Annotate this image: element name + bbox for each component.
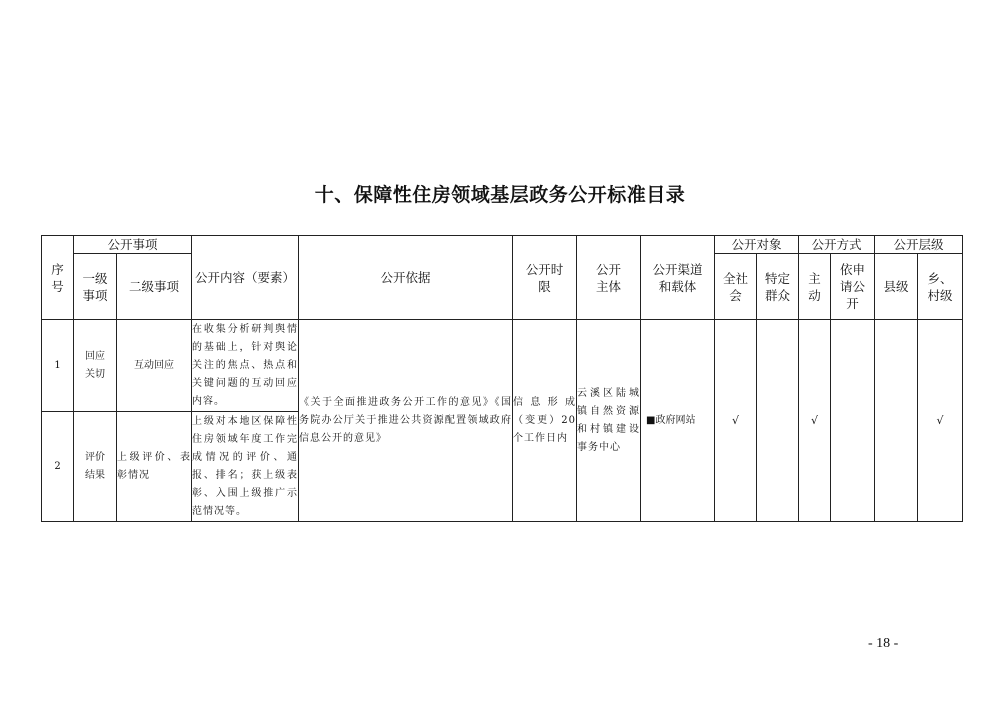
cell-level-county bbox=[875, 320, 918, 522]
header-level2: 二级事项 bbox=[117, 254, 192, 320]
header-level-county: 县级 bbox=[875, 254, 918, 320]
row-content: 上级对本地区保障性住房领域年度工作完成情况的评价、通报、排名；获上级表彰、入围上级推广示范情况等。 bbox=[192, 412, 299, 522]
cell-subject: 云溪区陆城镇自然资源和村镇建设事务中心 bbox=[577, 320, 641, 522]
header-level1: 一级事项 bbox=[74, 254, 117, 320]
page-title: 十、保障性住房领域基层政务公开标准目录 bbox=[314, 184, 686, 206]
header-target-group: 公开对象 bbox=[715, 236, 799, 254]
row-content: 在收集分析研判舆情的基础上，针对舆论关注的焦点、热点和关键问题的互动回应内容。 bbox=[192, 320, 299, 412]
row-level2: 上级评价、表彰情况 bbox=[117, 412, 192, 522]
cell-method-apply bbox=[831, 320, 875, 522]
header-method-group: 公开方式 bbox=[799, 236, 875, 254]
header-level-group: 公开层级 bbox=[875, 236, 963, 254]
header-channel: 公开渠道和载体 bbox=[641, 236, 715, 320]
cell-level-village: √ bbox=[918, 320, 963, 522]
header-method-active: 主动 bbox=[799, 254, 831, 320]
table-row bbox=[42, 320, 963, 412]
standard-catalog-table bbox=[41, 235, 963, 522]
header-target-specific: 特定群众 bbox=[757, 254, 799, 320]
cell-basis: 《关于全面推进政务公开工作的意见》《国务院办公厅关于推进公共资源配置领域政府信息公开的意见》 bbox=[299, 320, 513, 522]
header-matters-group: 公开事项 bbox=[74, 236, 192, 254]
cell-method-active: √ bbox=[799, 320, 831, 522]
row-seq: 2 bbox=[42, 412, 74, 522]
header-target-all: 全社会 bbox=[715, 254, 757, 320]
header-basis: 公开依据 bbox=[299, 236, 513, 320]
row-level1: 评价结果 bbox=[74, 412, 117, 522]
header-content: 公开内容（要素） bbox=[192, 236, 299, 320]
page-number: - 18 - bbox=[868, 636, 899, 651]
header-subject: 公开主体 bbox=[577, 236, 641, 320]
cell-target-all: √ bbox=[715, 320, 757, 522]
header-time-limit: 公开时限 bbox=[513, 236, 577, 320]
cell-time-limit: 信息形成（变更）20个工作日内 bbox=[513, 320, 577, 522]
row-level2: 互动回应 bbox=[117, 320, 192, 412]
cell-channel: ■政府网站 bbox=[641, 320, 715, 522]
header-level-village: 乡、村级 bbox=[918, 254, 963, 320]
header-seq: 序号 bbox=[42, 236, 74, 320]
header-method-apply: 依申请公开 bbox=[831, 254, 875, 320]
row-level1: 回应关切 bbox=[74, 320, 117, 412]
cell-target-specific bbox=[757, 320, 799, 522]
row-seq: 1 bbox=[42, 320, 74, 412]
